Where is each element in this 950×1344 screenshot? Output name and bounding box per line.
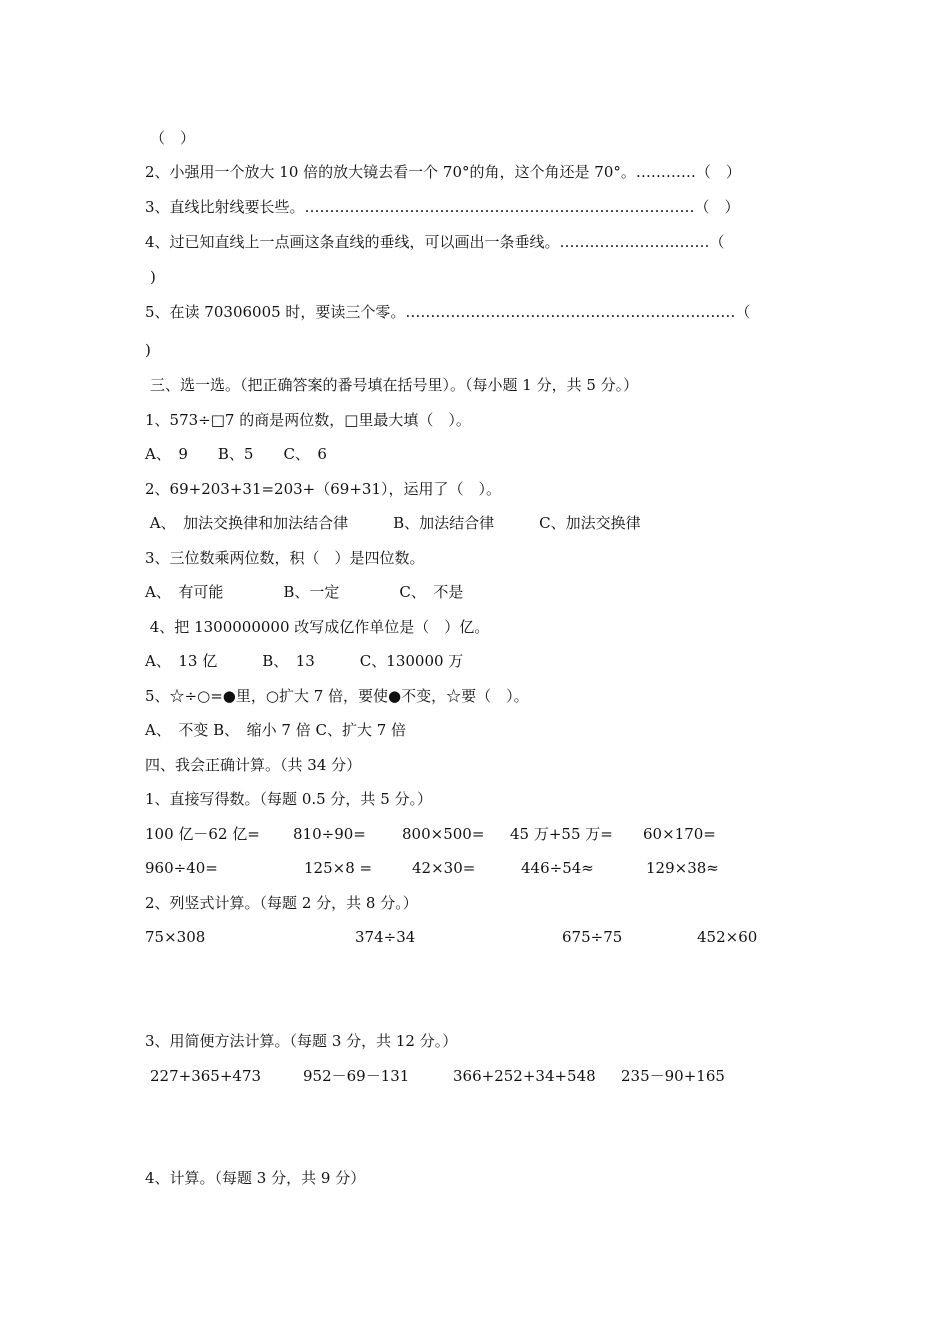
choice-question-3-options: A、 有可能 B、一定 C、 不是	[145, 583, 464, 601]
vertical-calc-item: 75×308	[145, 928, 206, 946]
choice-question-3: 3、三位数乘两位数，积（ ）是四位数。	[145, 549, 425, 567]
tf-question-5: 5、在读 70306005 时，要读三个零。…………………………………………………………（	[145, 303, 751, 321]
simple-calc-item: 235－90+165	[621, 1067, 725, 1085]
direct-calc-item: 125×8 =	[304, 859, 373, 877]
compute-header: 4、计算。（每题 3 分，共 9 分）	[145, 1169, 366, 1187]
simple-calc-item: 227+365+473	[150, 1067, 262, 1085]
choice-question-1: 1、573÷□7 的商是两位数，□里最大填（ ）。	[145, 411, 471, 429]
tf-continuation-paren: （ ）	[150, 129, 196, 147]
section-calc-header: 四、我会正确计算。（共 34 分）	[145, 756, 362, 774]
vertical-calc-item: 374÷34	[355, 928, 416, 946]
direct-calc-item: 960÷40=	[145, 859, 218, 877]
choice-question-2: 2、69+203+31=203+（69+31），运用了（ ）。	[145, 480, 501, 498]
choice-question-5-options: A、 不变 B、 缩小 7 倍 C、扩大 7 倍	[145, 721, 407, 739]
vertical-calc-item: 452×60	[697, 928, 758, 946]
tf-question-2: 2、小强用一个放大 10 倍的放大镜去看一个 70°的角，这个角还是 70°。…………（ ）	[145, 163, 741, 181]
direct-calc-item: 45 万+55 万=	[510, 825, 613, 843]
simple-calc-header: 3、用简便方法计算。（每题 3 分，共 12 分。）	[145, 1032, 458, 1050]
tf-question-3: 3、直线比射线要长些。……………………………………………………………………（ ）	[145, 198, 740, 216]
direct-calc-item: 810÷90=	[293, 825, 366, 843]
vertical-calc-header: 2、列竖式计算。（每题 2 分，共 8 分。）	[145, 894, 418, 912]
tf-question-4-close: )	[150, 268, 156, 286]
choice-question-4: 4、把 1300000000 改写成亿作单位是（ ）亿。	[145, 618, 490, 636]
direct-calc-item: 100 亿－62 亿=	[145, 825, 260, 843]
direct-calc-item: 60×170=	[643, 825, 716, 843]
choice-question-5: 5、☆÷○=●里，○扩大 7 倍，要使●不变，☆要（ ）。	[145, 687, 529, 705]
direct-calc-header: 1、直接写得数。（每题 0.5 分，共 5 分。）	[145, 790, 433, 808]
tf-question-4: 4、过已知直线上一点画这条直线的垂线，可以画出一条垂线。…………………………（	[145, 233, 725, 251]
simple-calc-item: 366+252+34+548	[453, 1067, 596, 1085]
section-choice-header: 三、选一选。（把正确答案的番号填在括号里）。（每小题 1 分，共 5 分。）	[150, 376, 639, 394]
direct-calc-item: 446÷54≈	[521, 859, 594, 877]
direct-calc-item: 800×500=	[402, 825, 485, 843]
vertical-calc-item: 675÷75	[562, 928, 623, 946]
direct-calc-item: 129×38≈	[646, 859, 719, 877]
direct-calc-item: 42×30=	[412, 859, 476, 877]
choice-question-2-options: A、 加法交换律和加法结合律 B、加法结合律 C、加法交换律	[145, 514, 641, 532]
choice-question-1-options: A、 9 B、5 C、 6	[145, 445, 327, 463]
simple-calc-item: 952－69－131	[303, 1067, 410, 1085]
choice-question-4-options: A、 13 亿 B、 13 C、130000 万	[145, 652, 464, 670]
tf-question-5-close: )	[145, 341, 151, 359]
